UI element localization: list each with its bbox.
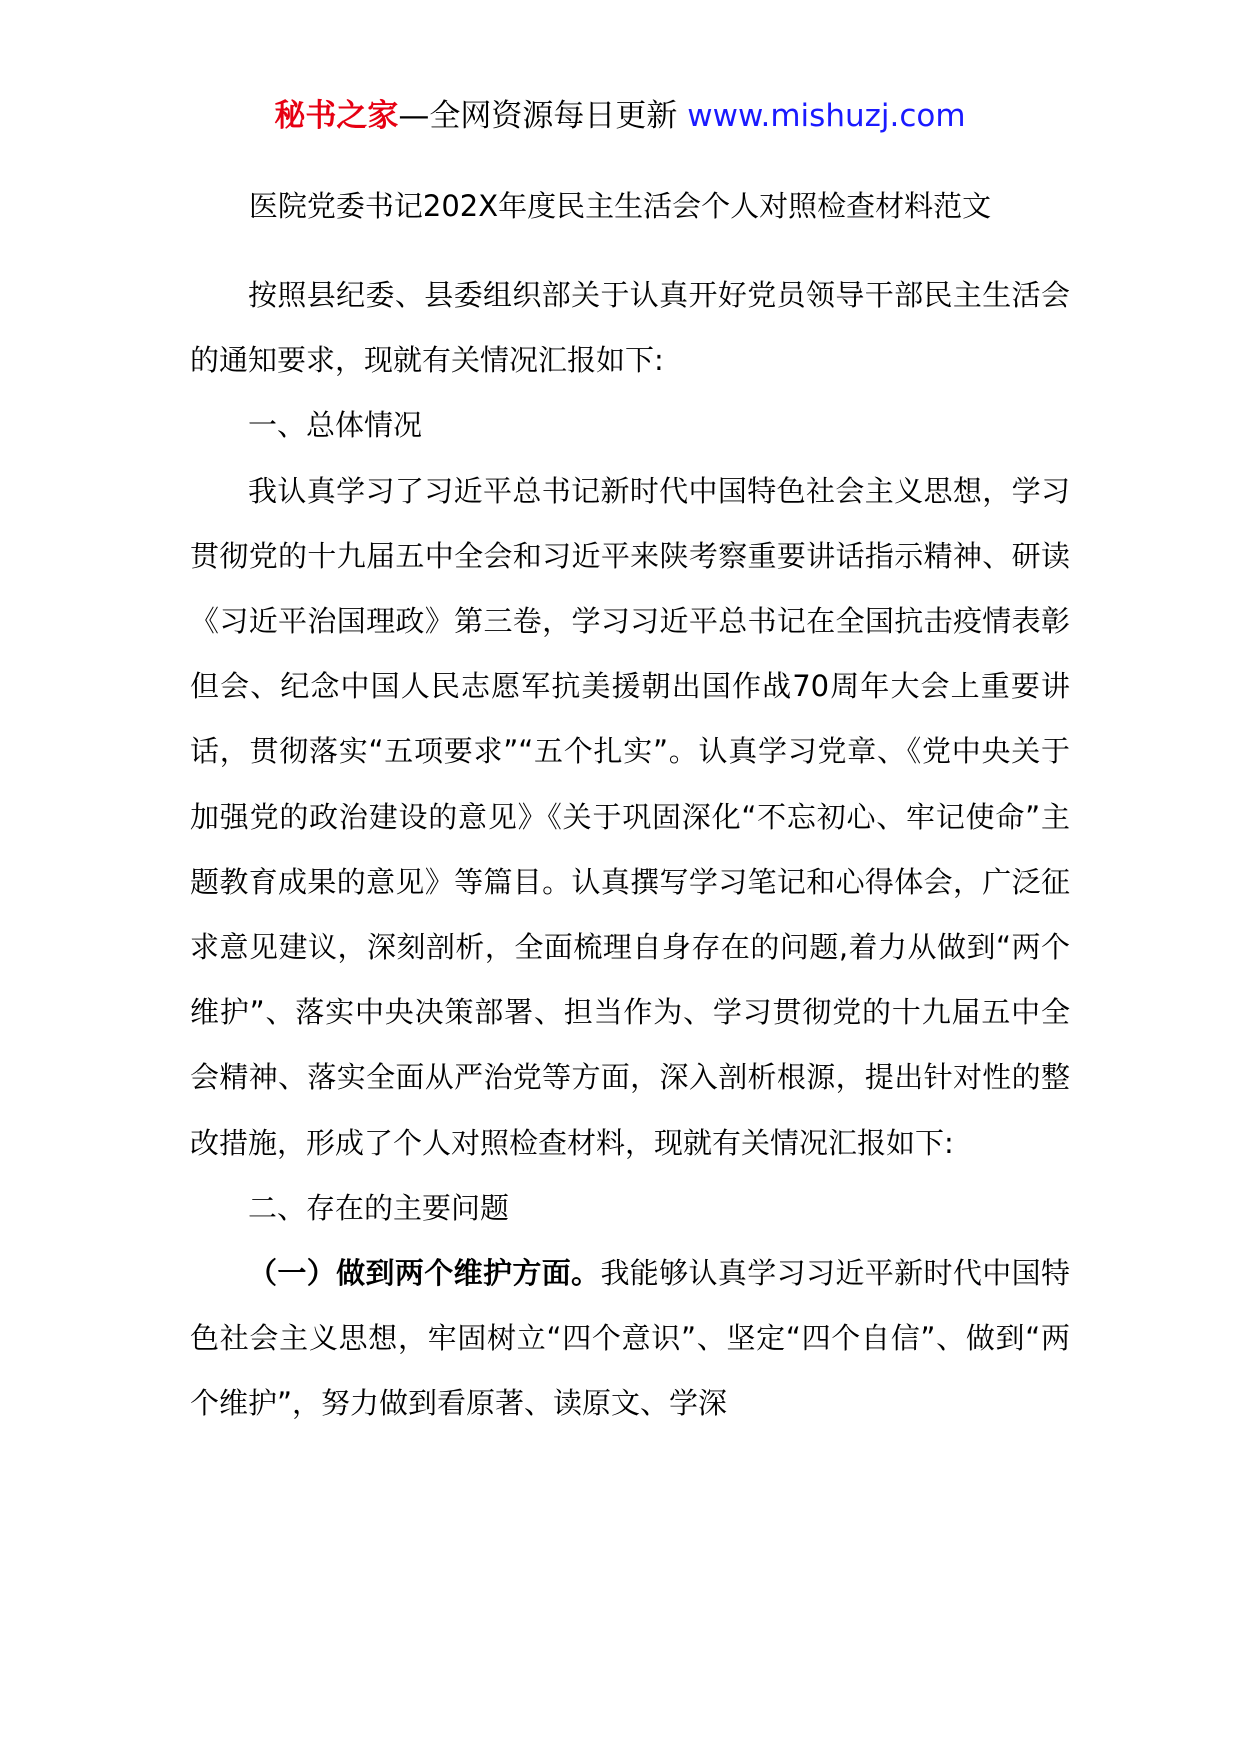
- overview-paragraph: 我认真学习了习近平总书记新时代中国特色社会主义思想，学习贯彻党的十九届五中全会和习近平来陕考察重要讲话指示精神、研读《习近平治国理政》第三卷，学习习近平总书记在全国抗击疫情表彰但会、纪念中国人民志愿军抗美援朝出国作战70周年大会上重要讲话，贯彻落实“五项要求”“五个扎实”。认真学习党章、《党中央关于加强党的政治建设的意见》《关于巩固深化“不忘初心、牢记使命”主题教育成果的意见》等篇目。认真撰写学习笔记和心得体会，广泛征求意见建议，深刻剖析，全面梳理自身存在的问题,着力从做到“两个维护”、落实中央决策部署、担当作为、学习贯彻党的十九届五中全会精神、落实全面从严治党等方面，深入剖析根源，提出针对性的整改措施，形成了个人对照检查材料，现就有关情况汇报如下:: [190, 473, 1070, 1160]
- problem-item-1-heading: （一）做到两个维护方面。: [248, 1256, 601, 1291]
- section-heading-overview: 一、总体情况: [248, 408, 423, 443]
- section-heading-problems: 二、存在的主要问题: [248, 1190, 510, 1225]
- site-brand: 秘书之家: [274, 98, 399, 134]
- document-title: 医院党委书记202X年度民主生活会个人对照检查材料范文: [248, 189, 992, 223]
- site-url-link[interactable]: www.mishuzj.com: [687, 98, 966, 134]
- site-header: [0, 96, 1240, 136]
- intro-paragraph: 按照县纪委、县委组织部关于认真开好党员领导干部民主生活会的通知要求，现就有关情况汇报如下:: [190, 278, 1070, 378]
- document-body: [190, 263, 1070, 1437]
- problem-item-1: [190, 1241, 1070, 1437]
- problem-item-1-text: 我能够认真学习习近平新时代中国特色社会主义思想，牢固树立“四个意识”、坚定“四个自信”、做到“两个维护”，努力做到看原著、读原文、学深: [190, 1256, 1070, 1421]
- site-tagline: —全网资源每日更新: [398, 98, 688, 134]
